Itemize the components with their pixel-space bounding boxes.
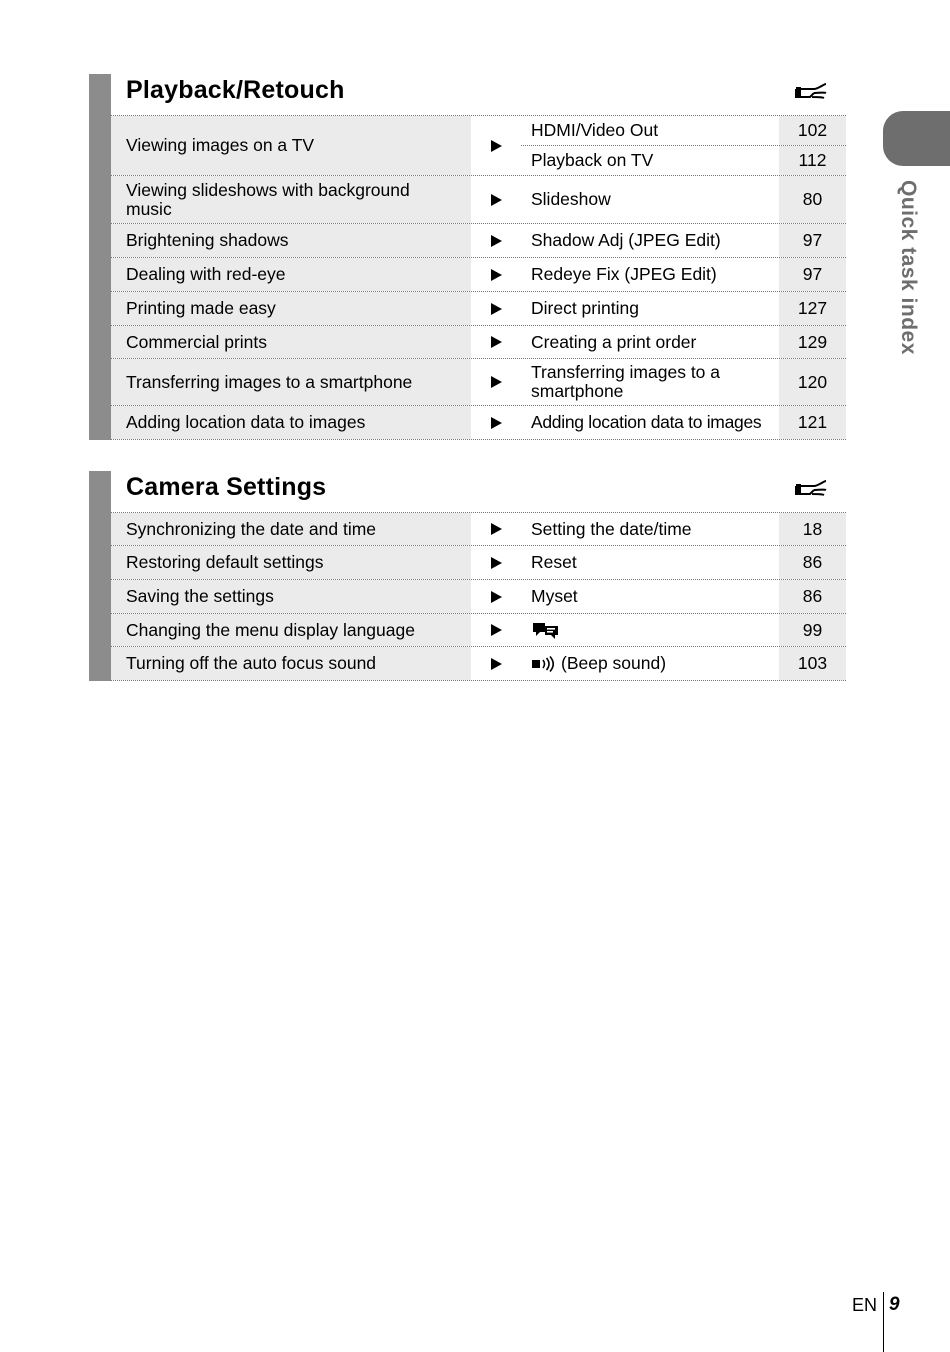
task-label: Transferring images to a smartphone (111, 359, 471, 405)
page-number: 120 (779, 359, 846, 405)
section-playback-retouch (89, 74, 846, 440)
reference-item[interactable] (521, 292, 846, 325)
page-number: 112 (779, 146, 846, 175)
page-number-footer: 9 (889, 1294, 900, 1315)
table-row (111, 546, 846, 580)
task-label: Dealing with red-eye (111, 258, 471, 291)
reference-item[interactable] (521, 580, 846, 613)
reference-label: Slideshow (531, 189, 611, 209)
reference-label (531, 647, 791, 680)
reference-label: Myset (531, 586, 578, 606)
table-row (111, 326, 846, 359)
section-title: Playback/Retouch (126, 76, 345, 104)
reference-label: Transferring images to a smartphone (531, 362, 721, 401)
task-label: Adding location data to images (111, 406, 471, 439)
table-row (111, 580, 846, 614)
task-label: Commercial prints (111, 326, 471, 358)
page-number: 121 (779, 406, 846, 439)
section-header (111, 74, 846, 116)
table-row (111, 359, 846, 406)
reference-item[interactable] (521, 647, 846, 680)
reference-item[interactable] (521, 224, 846, 257)
arrow-right-icon (491, 523, 502, 535)
table-row (111, 513, 846, 546)
page-number: 97 (779, 258, 846, 291)
table-row (111, 406, 846, 440)
section-bar (89, 74, 111, 440)
reference-label: Adding location data to images (531, 412, 762, 432)
reference-item[interactable] (521, 116, 846, 146)
task-label: Turning off the auto focus sound (111, 647, 471, 680)
section-title: Camera Settings (126, 473, 327, 501)
reference-label (531, 614, 791, 646)
language-speech-icon (531, 621, 561, 639)
side-tab-label: Quick task index (897, 180, 920, 355)
reference-item[interactable] (521, 513, 846, 545)
footer-divider (883, 1292, 884, 1352)
reference-label: Reset (531, 552, 577, 572)
page-number: 127 (779, 292, 846, 325)
task-label: Viewing slideshows with background music (111, 176, 471, 223)
reference-label: Creating a print order (531, 331, 697, 352)
table-row (111, 176, 846, 224)
reference-pointing-hand-icon (794, 80, 830, 100)
arrow-right-icon (491, 624, 502, 636)
arrow-right-icon (491, 194, 502, 206)
section-bar (89, 471, 111, 681)
arrow-right-icon (491, 376, 502, 388)
arrow-right-icon (491, 303, 502, 315)
arrow-right-icon (491, 269, 502, 281)
section-header (111, 471, 846, 513)
task-label: Brightening shadows (111, 224, 471, 257)
task-label: Viewing images on a TV (111, 116, 471, 175)
reference-item[interactable] (521, 326, 846, 358)
reference-item[interactable] (521, 614, 846, 646)
page-number: 102 (779, 116, 846, 145)
reference-item[interactable] (521, 359, 846, 405)
page-number: 86 (779, 546, 846, 579)
task-label: Changing the menu display language (111, 614, 471, 646)
task-label: Restoring default settings (111, 546, 471, 579)
page-number: 86 (779, 580, 846, 613)
arrow-right-icon (491, 235, 502, 247)
reference-pointing-hand-icon (794, 477, 830, 497)
arrow-right-icon (491, 140, 502, 152)
reference-item[interactable] (521, 406, 846, 439)
reference-label: Redeye Fix (JPEG Edit) (531, 264, 717, 284)
beep-sound-icon (531, 656, 555, 672)
page-number: 129 (779, 326, 846, 358)
table-row (111, 292, 846, 326)
page-number: 80 (779, 176, 846, 223)
reference-item[interactable] (521, 546, 846, 579)
reference-item[interactable] (521, 146, 846, 175)
table-row (111, 258, 846, 292)
page-number: 18 (779, 513, 846, 545)
arrow-right-icon (491, 591, 502, 603)
task-label: Saving the settings (111, 580, 471, 613)
task-label: Printing made easy (111, 292, 471, 325)
reference-item[interactable] (521, 258, 846, 291)
table-row (111, 116, 846, 176)
page-number: 97 (779, 224, 846, 257)
table-row (111, 224, 846, 258)
reference-label: Setting the date/time (531, 518, 692, 539)
side-tab (883, 111, 950, 166)
arrow-right-icon (491, 417, 502, 429)
arrow-right-icon (491, 658, 502, 670)
reference-label-text: (Beep sound) (561, 653, 667, 673)
section-camera-settings (89, 471, 846, 681)
reference-label: HDMI/Video Out (531, 120, 659, 140)
arrow-right-icon (491, 557, 502, 569)
task-label: Synchronizing the date and time (111, 513, 471, 545)
footer-language: EN (852, 1295, 878, 1315)
page-number: 103 (779, 647, 846, 680)
reference-label: Direct printing (531, 298, 639, 318)
table-row (111, 647, 846, 681)
reference-label: Shadow Adj (JPEG Edit) (531, 230, 721, 250)
page-number: 99 (779, 614, 846, 646)
reference-label: Playback on TV (531, 150, 654, 170)
table-row (111, 614, 846, 647)
arrow-right-icon (491, 336, 502, 348)
reference-item[interactable] (521, 176, 846, 223)
